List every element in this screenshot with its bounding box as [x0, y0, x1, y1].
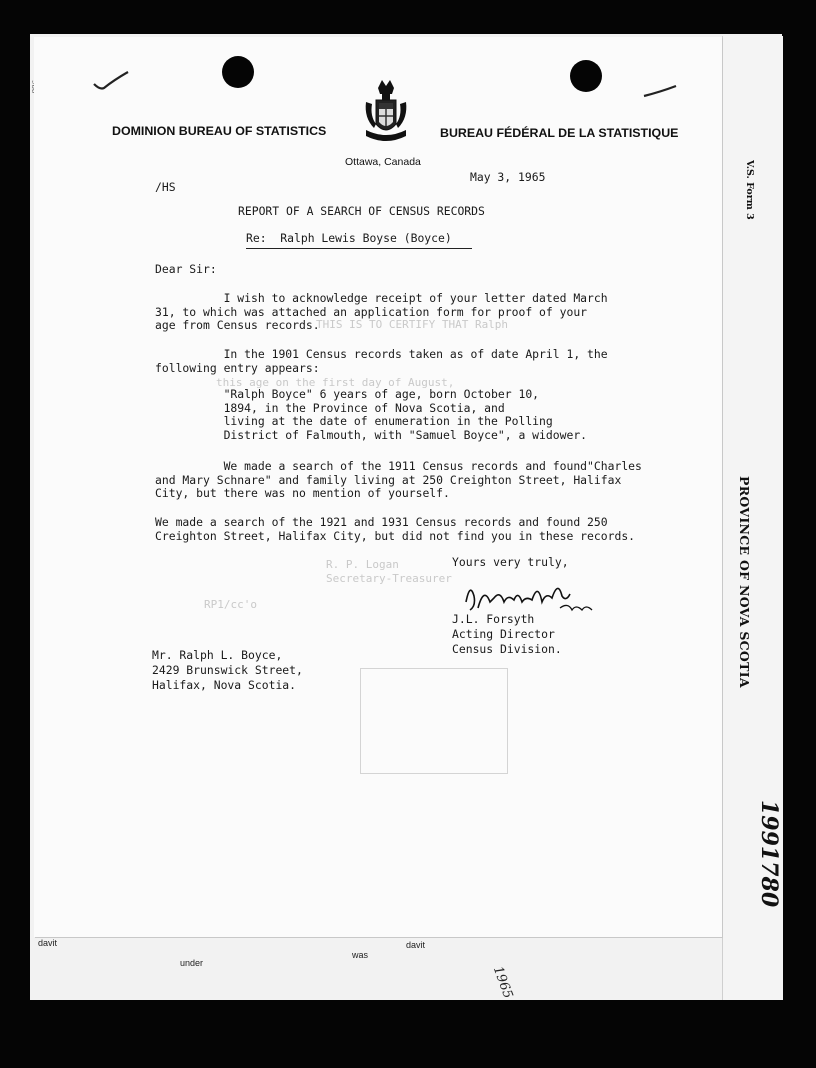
coat-of-arms-logo: [362, 78, 410, 150]
bleed-through-text: RP1/cc'o: [204, 598, 257, 611]
paragraph-1: I wish to acknowledge receipt of your letter dated March 31, to which was attached an application form for proof of your age from Census records.: [155, 291, 608, 332]
bleed-through-text: R. P. Logan: [326, 558, 399, 571]
bureau-name-english: DOMINION BUREAU OF STATISTICS: [112, 124, 327, 138]
reference-code: /HS: [155, 180, 176, 194]
bottom-fragment: davit: [406, 940, 426, 950]
signatory-name: J.L. Forsyth: [452, 612, 535, 626]
paragraph-1911: We made a search of the 1911 Census records and found"Charles and Mary Schnare" and family living at 250 Creighton Street, Halifax City, but there was no mention of yourself.: [155, 459, 642, 500]
bottom-fragment: was: [352, 950, 369, 960]
handwritten-number: 1991780: [756, 800, 782, 908]
bleed-through-text: THIS IS TO CERTIFY THAT Ralph: [316, 318, 509, 331]
salutation: Dear Sir:: [155, 262, 217, 276]
bureau-city: Ottawa, Canada: [345, 156, 421, 168]
signatory-title: Acting Director: [452, 627, 555, 641]
province-label: PROVINCE OF NOVA SCOTIA: [737, 476, 752, 688]
punch-hole: [570, 60, 602, 92]
bleed-through-text: Secretary-Treasurer: [326, 572, 452, 585]
bottom-fragment: under: [180, 958, 204, 968]
report-title: REPORT OF A SEARCH OF CENSUS RECORDS: [238, 204, 485, 218]
signatory-division: Census Division.: [452, 642, 562, 656]
punch-hole: [222, 56, 254, 88]
letter-date: May 3, 1965: [470, 170, 546, 184]
checkmark-icon: [90, 68, 134, 94]
bottom-fragment: 1965: [489, 964, 516, 1001]
recipient-city: Halifax, Nova Scotia.: [152, 678, 297, 692]
census-1901-entry: "Ralph Boyce" 6 years of age, born October 10, 1894, in the Province of Nova Scotia, and living at the date of enumeration in the Polling District of Falmouth, with "Samuel Boyce", a widower.: [223, 387, 588, 442]
re-line: Re: Ralph Lewis Boyse (Boyce): [246, 231, 472, 249]
bureau-name-french: BUREAU FÉDÉRAL DE LA STATISTIQUE: [440, 126, 679, 140]
recipient-street: 2429 Brunswick Street,: [152, 663, 303, 677]
bottom-fragment: davit: [38, 938, 58, 948]
bleed-through-text: this age on the first day of August,: [216, 376, 455, 389]
bleed-through-stamp: [360, 668, 508, 774]
closing: Yours very truly,: [452, 555, 569, 569]
recipient-name: Mr. Ralph L. Boyce,: [152, 648, 283, 662]
paragraph-2: In the 1901 Census records taken as of date April 1, the following entry appears:: [155, 347, 608, 375]
paragraph-1921-1931: We made a search of the 1921 and 1931 Census records and found 250 Creighton Street, Halifax City, but did not find you in these records.: [155, 515, 636, 543]
checkmark-icon: [640, 80, 684, 104]
form-label: V.S. Form 3: [744, 160, 755, 220]
